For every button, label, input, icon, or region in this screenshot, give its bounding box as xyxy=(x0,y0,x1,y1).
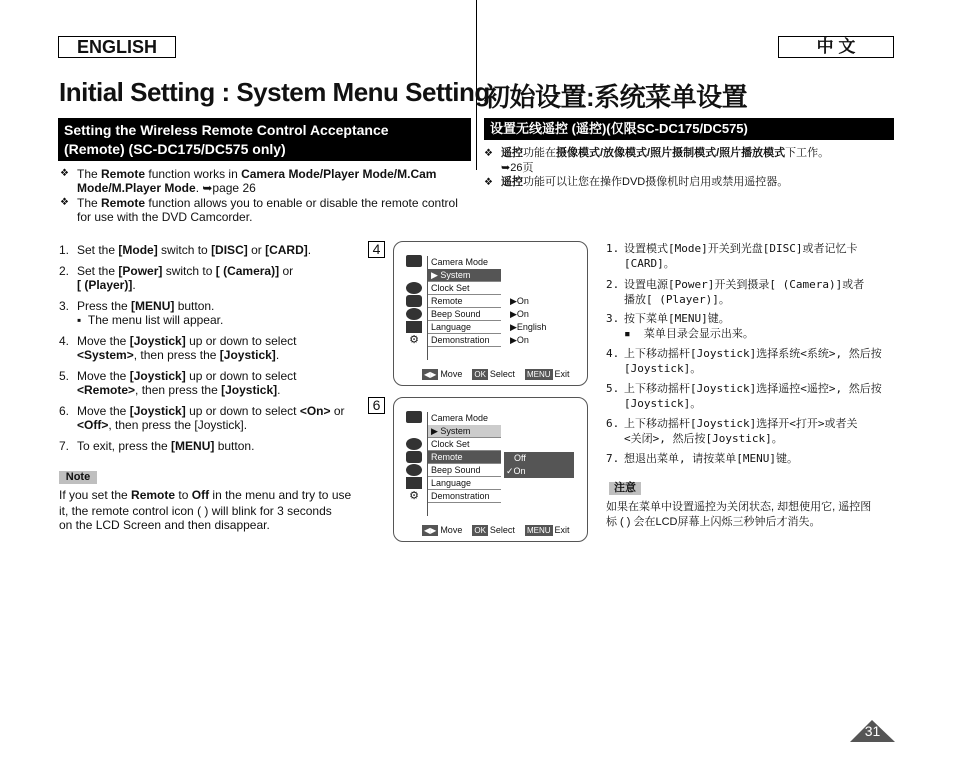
page-title-en: Initial Setting : System Menu Setting xyxy=(59,77,490,107)
disc-icon xyxy=(406,308,422,320)
screen-6-footer: ◀▶ Move OK Select MENU Exit xyxy=(424,525,570,535)
option-on[interactable]: ✓On xyxy=(504,465,574,478)
menu-6: Camera Mode ▶ System Clock Set Remote Beep Sound Language ⚙ Demonstration Off ✓On xyxy=(402,412,582,522)
note-text-en: If you set the Remote to Off in the menu and try to use it, the remote control icon ( ) will blink for 3 seconds on the LCD Screen and then disappear. xyxy=(59,488,352,532)
menu-divider xyxy=(427,256,428,360)
screen-6-label: 6 xyxy=(368,397,385,414)
intro-bullet-2: ❖ The Remote function allows you to enable or disable the remote control for use with the DVD Camcorder. xyxy=(60,196,458,224)
diamond-bullet-icon: ❖ xyxy=(60,197,69,208)
move-key-icon: ◀▶ xyxy=(424,526,437,535)
menu-item-language[interactable]: Language xyxy=(427,321,501,334)
steps-zh: 1. 设置模式[Mode]开关到光盘[DISC]或者记忆卡 [CARD]。 2. 设置电源[Power]开关到摄录[ (Camera)]或者 播放[ (Player)]。 3. 按下菜单[MENU]键。 ▪ 菜单目录会显示出来。 4. 上下移动摇杆[Joystick]选择系统<系统>, 然后按 [Joystick]。 5. 上下移动摇杆[Joystick]选择遥控<遥控>, 然后按 [Joystick]。 6. 上下移动摇杆[Joystick]选择开<打开>或者关 <关闭>, 然后按[Joystick]。 7. 想退出菜单, 请按菜单[MENU]键。 xyxy=(606,242,882,465)
photo-icon xyxy=(406,282,422,294)
menu-item-system[interactable]: ▶ System xyxy=(427,425,501,438)
steps-en: 1. Set the [Mode] switch to [DISC] or [CARD]. 2. Set the [Power] switch to [ (Camera)] or [ (Player)]. 3. Press the [MENU] button. ▪ The menu list will appear. 4. Move the [Joystick] up or down to select <System>, then press the [Joystick]. 5. Move the [Joystick] up or down to select <Remote>, then press the [Joystick]. 6. Move the [Joystick] up or down to select <On> or <Off>, then press the [Joystick]. 7. To exit, press the [MENU] button. xyxy=(59,243,345,453)
screen-4-footer: ◀▶ Move OK Select MENU Exit xyxy=(424,369,570,379)
menu-item-remote[interactable]: Remote xyxy=(427,451,501,464)
section-title-en xyxy=(58,118,471,161)
english-label: ENGLISH xyxy=(58,36,176,58)
move-key-icon: ◀▶ xyxy=(424,370,437,379)
diamond-bullet-icon: ❖ xyxy=(484,177,493,188)
screen-4 xyxy=(393,241,588,386)
section-title-line2: (Remote) (SC-DC175/DC575 only) xyxy=(64,141,286,157)
screen-6 xyxy=(393,397,588,542)
camera-icon xyxy=(406,295,422,307)
option-off[interactable]: Off xyxy=(504,452,574,465)
tv-icon xyxy=(406,477,422,489)
note-tag-zh: 注意 xyxy=(609,482,641,495)
section-title-zh: 设置无线遥控 (遥控)(仅限SC-DC175/DC575) xyxy=(484,118,894,140)
section-title-line1: Setting the Wireless Remote Control Acceptance xyxy=(64,122,389,138)
intro-bullet-1: ❖ The Remote function works in Camera Mode/Player Mode/M.Cam Mode/M.Player Mode. ➥page 26 xyxy=(60,167,437,195)
menu-item-language[interactable]: Language xyxy=(427,477,501,490)
disc-icon xyxy=(406,464,422,476)
diamond-bullet-icon: ❖ xyxy=(60,168,69,179)
screen-4-label: 4 xyxy=(368,241,385,258)
photo-icon xyxy=(406,438,422,450)
menu-item-clock-set[interactable]: Clock Set xyxy=(427,282,501,295)
note-text-zh: 如果在菜单中设置遥控为关闭状态, 却想使用它, 遥控图 标 ( ) 会在LCD屏幕上闪烁三秒钟后才消失。 xyxy=(606,501,872,528)
menu-4: Camera Mode ▶ System Clock Set Remote ▶On Beep Sound ▶On Language ▶English ⚙ Demonstration ▶On xyxy=(402,256,582,366)
page-number: 31 xyxy=(864,723,881,739)
menu-divider xyxy=(427,412,428,516)
menu-item-demonstration[interactable]: Demonstration xyxy=(427,490,501,503)
note-tag-en: Note xyxy=(59,471,97,484)
gear-icon: ⚙ xyxy=(409,490,419,502)
camera-icon xyxy=(406,451,422,463)
intro-bullet-zh-1: ❖ 遥控功能在摄像模式/放像模式/照片摄制模式/照片播放模式下工作。 ➥26页 xyxy=(484,147,830,174)
menu-item-clock-set[interactable]: Clock Set xyxy=(427,438,501,451)
menu-item-system[interactable]: ▶ System xyxy=(427,269,501,282)
diamond-bullet-icon: ❖ xyxy=(484,148,493,159)
menu-item-beep[interactable]: Beep Sound xyxy=(427,308,501,321)
menu-item-beep[interactable]: Beep Sound xyxy=(427,464,501,477)
gear-icon: ⚙ xyxy=(409,334,419,346)
menu-item-remote[interactable]: Remote xyxy=(427,295,501,308)
page-title-zh: 初始设置:系统菜单设置 xyxy=(484,82,748,112)
chinese-label: 中 文 xyxy=(778,36,894,58)
menu-item-demonstration[interactable]: Demonstration xyxy=(427,334,501,347)
intro-bullet-zh-2: ❖ 遥控功能可以让您在操作DVD摄像机时启用或禁用遥控器。 xyxy=(484,176,789,188)
tv-icon xyxy=(406,321,422,333)
